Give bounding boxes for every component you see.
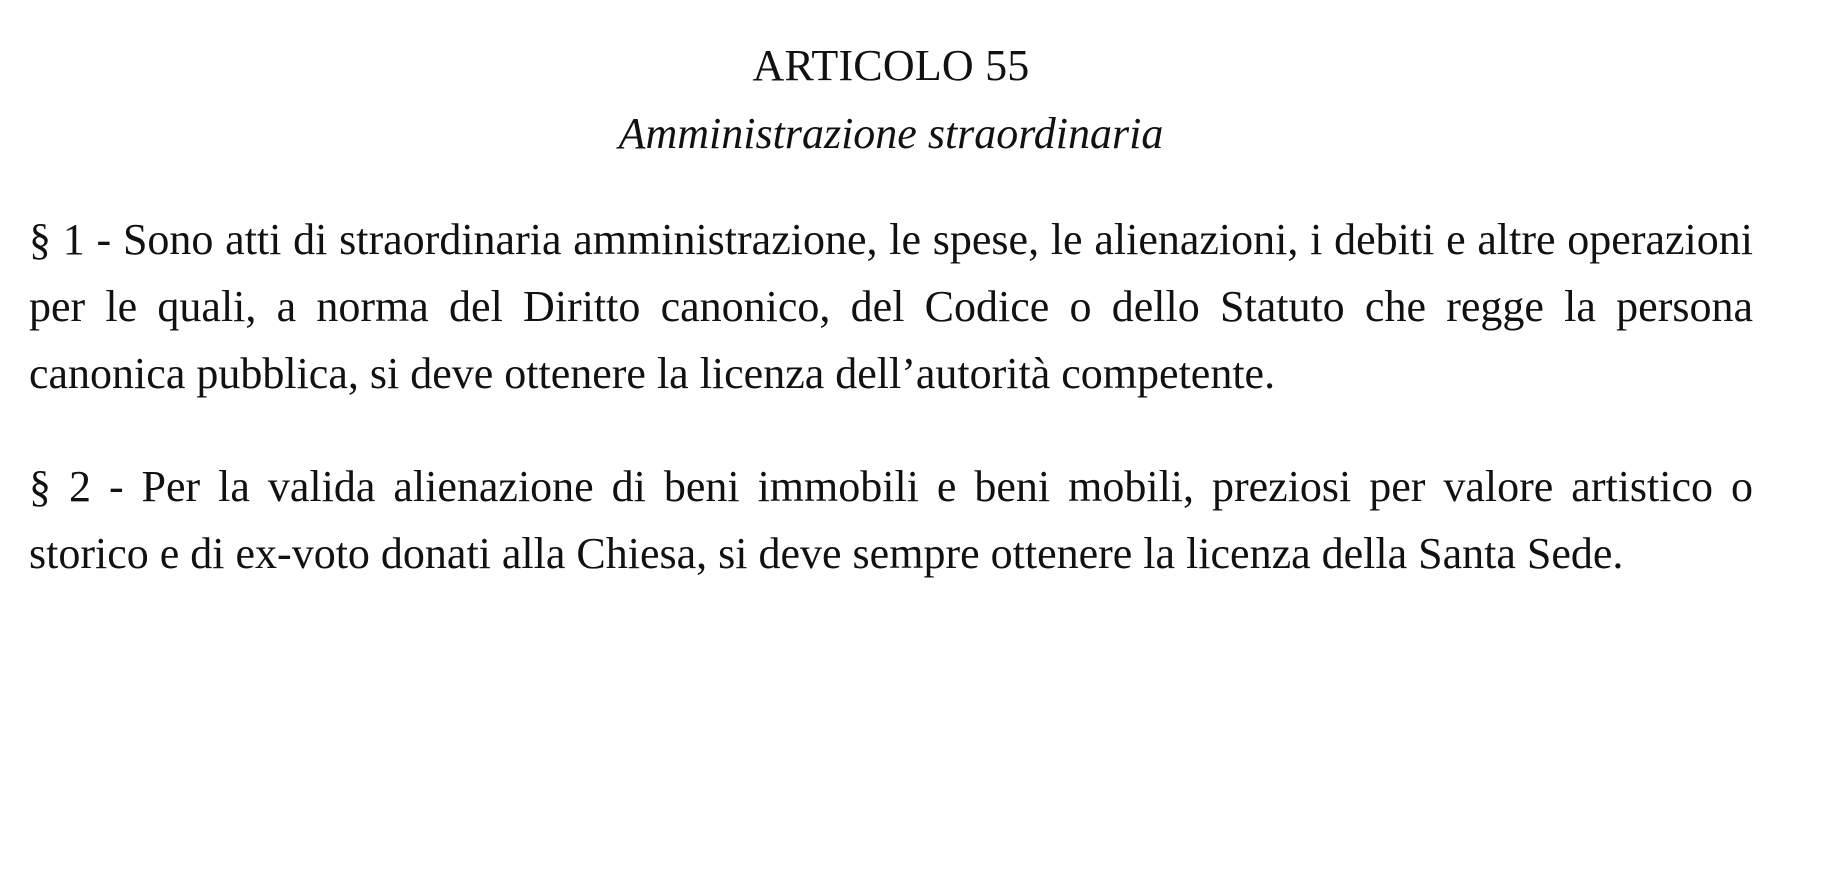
document-page xyxy=(29,40,1753,587)
article-heading: ARTICOLO 55 xyxy=(752,41,1030,90)
paragraph-1: § 1 - Sono atti di straordinaria amministrazione, le spese, le alienazioni, i debiti e altre operazioni per le quali, a norma del Diritto canonico, del Codice o dello Statuto che regge la persona canonica pubblica, si deve ottenere la licenza dell’autorità competente. xyxy=(29,215,1753,398)
article-subheading: Amministrazione straordinaria xyxy=(618,109,1164,158)
paragraph-2: § 2 - Per la valida alienazione di beni immobili e beni mobili, preziosi per valore artistico o storico e di ex-voto donati alla Chiesa, si deve sempre ottenere la licenza della Santa Sede. xyxy=(29,462,1753,578)
